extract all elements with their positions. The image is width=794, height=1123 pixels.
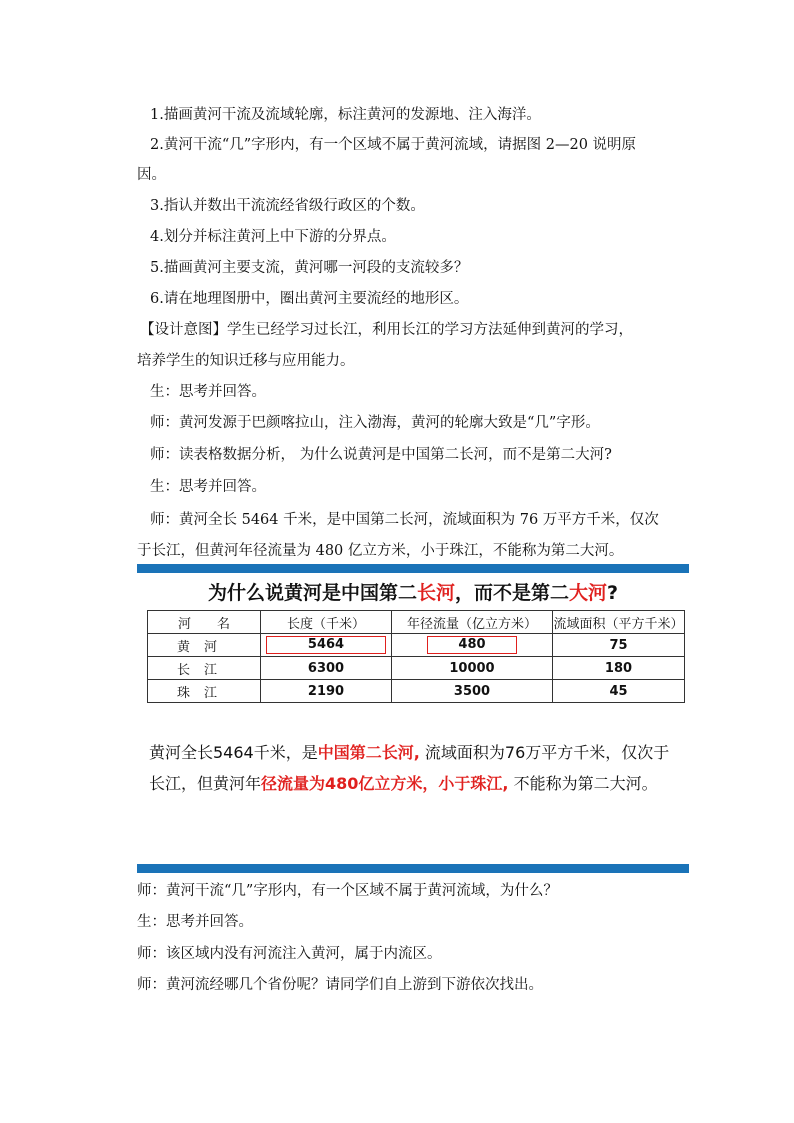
table-row [148,634,685,657]
paragraph: 师：黄河流经哪几个省份呢？请同学们自上游到下游依次找出。 [137,977,543,993]
summary-highlight: 径流量为480亿立方米，小于珠江, [261,774,509,793]
area-cell: 75 [553,634,685,657]
slide-title-text: 为什么说黄河是中国第二 [207,582,417,604]
paragraph: 生：思考并回答。 [137,914,253,930]
slide-title-highlight: 大河 [569,582,608,604]
length-cell [261,634,392,657]
table-header: 年径流量（亿立方米） [392,611,553,634]
paragraph: 师：该区域内没有河流注入黄河，属于内流区。 [137,946,442,962]
paragraph: 生：思考并回答。 [150,479,266,495]
river-comparison-table [147,610,685,703]
river-name: 长江 [148,657,261,680]
summary-text: 黄河全长5464千米，是 [149,743,318,762]
slide-top-bar [137,564,689,573]
runoff-cell: 10000 [392,657,553,680]
river-name: 珠江 [148,680,261,703]
paragraph: 生：思考并回答。 [150,384,266,400]
paragraph: 5.描画黄河主要支流，黄河哪一河段的支流较多？ [150,260,469,276]
summary-text: 流域面积为76万平方千米，仅次于 [419,743,670,762]
highlight-box: 5464 [266,636,386,654]
paragraph: 因。 [137,167,166,183]
slide-title-highlight: 长河 [416,582,455,604]
paragraph: 1.描画黄河干流及流域轮廓，标注黄河的发源地、注入海洋。 [150,107,541,123]
table-row [148,657,685,680]
paragraph: 【设计意图】学生已经学习过长江，利用长江的学习方法延伸到黄河的学习， [140,322,633,338]
summary-text: 长江，但黄河年 [149,774,262,793]
slide-title-text: ，而不是第二 [454,582,569,604]
paragraph: 师：黄河全长 5464 千米，是中国第二长河，流域面积为 76 万平方千米，仅次 [150,512,659,528]
paragraph: 6.请在地理图册中，圈出黄河主要流经的地形区。 [150,291,469,307]
paragraph: 于长江，但黄河年径流量为 480 亿立方米，小于珠江，不能称为第二大河。 [137,543,624,559]
paragraph: 4.划分并标注黄河上中下游的分界点。 [150,229,396,245]
highlight-box: 480 [427,636,517,654]
table-header-row [148,611,685,634]
paragraph: 师：读表格数据分析， 为什么说黄河是中国第二长河，而不是第二大河? [150,447,612,463]
river-name: 黄河 [148,634,261,657]
area-cell: 45 [553,680,685,703]
slide-title-text: ? [607,582,619,604]
paragraph: 师：黄河发源于巴颜喀拉山，注入渤海，黄河的轮廓大致是“几”字形。 [150,415,600,431]
summary-text: 不能称为第二大河。 [508,774,658,793]
paragraph: 2.黄河干流“几”字形内，有一个区域不属于黄河流域，请据图 2—20 说明原 [150,137,637,153]
area-cell: 180 [553,657,685,680]
table-header: 流域面积（平方千米） [553,611,685,634]
paragraph: 3.指认并数出干流流经省级行政区的个数。 [150,198,425,214]
table-header: 河 名 [148,611,261,634]
table-row [148,680,685,703]
summary-highlight: 中国第二长河, [317,743,420,762]
slide-bottom-bar [137,864,689,873]
slide-summary [149,737,689,799]
length-cell: 6300 [261,657,392,680]
length-cell: 2190 [261,680,392,703]
runoff-cell [392,634,553,657]
paragraph: 师：黄河干流“几”字形内，有一个区域不属于黄河流域，为什么？ [137,883,558,899]
runoff-cell: 3500 [392,680,553,703]
slide-title [137,578,689,605]
table-header: 长度（千米） [261,611,392,634]
paragraph: 培养学生的知识迁移与应用能力。 [137,353,355,369]
